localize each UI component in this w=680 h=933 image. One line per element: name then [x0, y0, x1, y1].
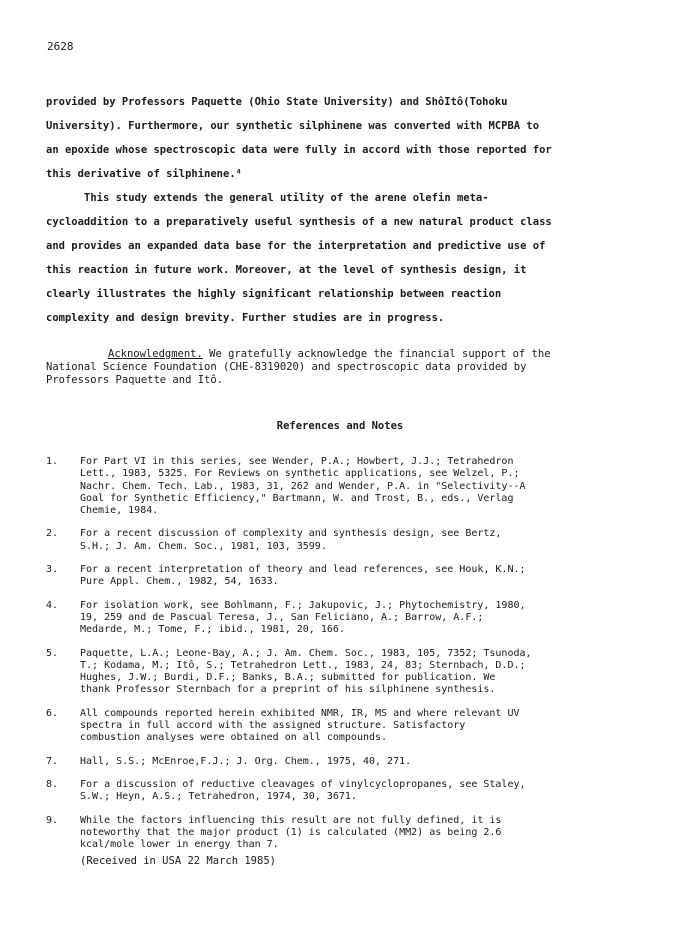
reference-line: Chemie, 1984.: [80, 505, 159, 517]
reference-line: For a discussion of reductive cleavages of vinylcyclopropanes, see Staley,: [80, 778, 526, 790]
reference-line: For a recent discussion of complexity and synthesis design, see Bertz,: [80, 528, 502, 540]
reference-text: [80, 648, 532, 697]
reference-number: 6.: [46, 707, 59, 719]
intro-line: an epoxide whose spectroscopic data were fully in accord with those reported for: [46, 144, 552, 156]
references-list: [46, 456, 636, 862]
conclusion-line: complexity and design brevity. Further studies are in progress.: [46, 312, 445, 324]
reference-line: Medarde, M.; Tome, F.; ibid., 1981, 20, 166.: [80, 624, 345, 636]
reference-line: noteworthy that the major product (1) is calculated (MM2) as being 2.6: [80, 826, 502, 838]
reference-number: 9.: [46, 814, 59, 826]
intro-line: this derivative of silphinene.⁴: [46, 168, 242, 180]
reference-line: combustion analyses were obtained on all compounds.: [80, 732, 388, 744]
reference-line: Hall, S.S.; McEnroe,F.J.; J. Org. Chem., 1975, 40, 271.: [80, 755, 412, 767]
reference-item: [46, 600, 636, 637]
reference-number: 3.: [46, 564, 59, 576]
reference-number: 8.: [46, 778, 59, 790]
reference-line: Nachr. Chem. Tech. Lab., 1983, 31, 262 and Wender, P.A. in "Selectivity--A: [80, 480, 526, 492]
reference-text: [80, 815, 501, 852]
conclusion-line: and provides an expanded data base for the interpretation and predictive use of: [46, 240, 546, 252]
reference-line: For a recent interpretation of theory and lead references, see Houk, K.N.;: [80, 564, 526, 576]
intro-line: provided by Professors Paquette (Ohio State University) and ShôItô(Tohoku: [46, 96, 508, 108]
references-heading: References and Notes: [276, 420, 404, 432]
reference-line: S.W.; Heyn, A.S.; Tetrahedron, 1974, 30, 3671.: [80, 791, 357, 803]
reference-item: [46, 456, 636, 517]
acknowledgment-line: National Science Foundation (CHE-8319020) and spectroscopic data provided by: [46, 361, 527, 373]
reference-text: [80, 756, 411, 768]
acknowledgment: [46, 348, 634, 387]
reference-line: kcal/mole lower in energy than 7.: [80, 839, 279, 851]
reference-item: [46, 756, 636, 768]
reference-line: Goal for Synthetic Efficiency," Bartmann, W. and Trost, B., eds., Verlag: [80, 492, 514, 504]
reference-item: [46, 648, 636, 697]
reference-text: [80, 600, 526, 637]
conclusion-line: This study extends the general utility of the arene olefin meta-: [84, 192, 489, 204]
conclusion-line: clearly illustrates the highly significant relationship between reaction: [46, 288, 502, 300]
reference-line: All compounds reported herein exhibited NMR, IR, MS and where relevant UV: [80, 707, 520, 719]
acknowledgment-text: We gratefully acknowledge the financial support of the: [202, 348, 551, 360]
reference-item: [46, 708, 636, 745]
reference-line: thank Professor Sternbach for a preprint of his silphinene synthesis.: [80, 684, 496, 696]
body-text: [46, 90, 634, 330]
acknowledgment-heading: Acknowledgment.: [108, 348, 203, 360]
acknowledgment-line: Professors Paquette and Itô.: [46, 374, 224, 386]
reference-item: [46, 564, 636, 589]
reference-line: Paquette, L.A.; Leone-Bay, A.; J. Am. Chem. Soc., 1983, 105, 7352; Tsunoda,: [80, 647, 532, 659]
reference-item: [46, 528, 636, 553]
reference-item: [46, 815, 636, 852]
conclusion-line: this reaction in future work. Moreover, at the level of synthesis design, it: [46, 264, 527, 276]
intro-line: University). Furthermore, our synthetic silphinene was converted with MCPBA to: [46, 120, 540, 132]
reference-text: [80, 528, 501, 553]
reference-text: [80, 456, 526, 517]
reference-number: 4.: [46, 599, 59, 611]
acknowledgment-line: [46, 348, 634, 361]
reference-text: [80, 779, 526, 804]
reference-line: Lett., 1983, 5325. For Reviews on synthetic applications, see Welzel, P.;: [80, 468, 520, 480]
conclusion-line: cycloaddition to a preparatively useful synthesis of a new natural product class: [46, 216, 552, 228]
reference-line: For isolation work, see Bohlmann, F.; Jakupovic, J.; Phytochemistry, 1980,: [80, 599, 526, 611]
reference-line: S.H.; J. Am. Chem. Soc., 1981, 103, 3599.: [80, 540, 327, 552]
reference-line: spectra in full accord with the assigned structure. Satisfactory: [80, 720, 466, 732]
reference-number: 5.: [46, 647, 59, 659]
reference-item: [46, 779, 636, 804]
reference-number: 2.: [46, 528, 59, 540]
reference-number: 1.: [46, 456, 59, 467]
reference-line: Hughes, J.W.; Burdi, D.F.; Banks, B.A.; submitted for publication. We: [80, 672, 496, 684]
reference-text: [80, 708, 520, 745]
received-date: (Received in USA 22 March 1985): [80, 855, 276, 867]
page-number: 2628: [47, 40, 74, 53]
reference-line: Pure Appl. Chem., 1982, 54, 1633.: [80, 576, 279, 588]
reference-line: T.; Kodama, M.; Itô, S.; Tetrahedron Lett., 1983, 24, 83; Sternbach, D.D.;: [80, 659, 526, 671]
reference-line: For Part VI in this series, see Wender, P.A.; Howbert, J.J.; Tetrahedron: [80, 456, 514, 467]
reference-text: [80, 564, 526, 589]
reference-line: 19, 259 and de Pascual Teresa, J., San Feliciano, A.; Barrow, A.F.;: [80, 611, 484, 623]
reference-line: While the factors influencing this result are not fully defined, it is: [80, 814, 502, 826]
reference-number: 7.: [46, 755, 59, 767]
